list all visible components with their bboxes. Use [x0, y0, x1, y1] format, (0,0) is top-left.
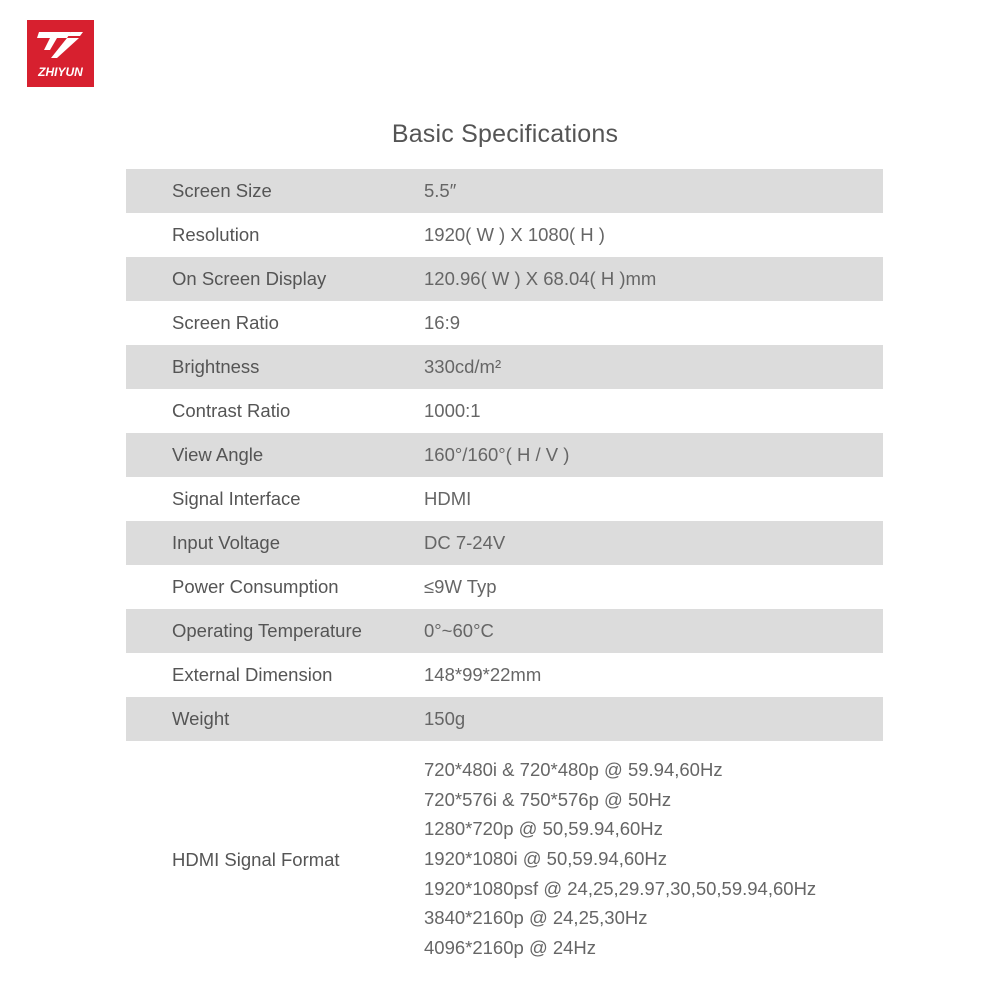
spec-value: 5.5″	[424, 180, 457, 201]
spec-label: Resolution	[172, 224, 260, 245]
spec-label: HDMI Signal Format	[172, 849, 340, 870]
spec-row-on-screen-display	[126, 257, 883, 301]
spec-value: 0°~60°C	[424, 620, 494, 641]
spec-label: Screen Size	[172, 180, 272, 201]
spec-row-input-voltage	[126, 521, 883, 565]
hdmi-format-item: 3840*2160p @ 24,25,30Hz	[424, 907, 648, 929]
hdmi-format-item: 1280*720p @ 50,59.94,60Hz	[424, 818, 663, 840]
spec-label: On Screen Display	[172, 268, 327, 289]
spec-value: 120.96( W ) X 68.04( H )mm	[424, 268, 657, 289]
spec-value: 160°/160°( H / V )	[424, 444, 570, 465]
spec-row-power-consumption	[126, 565, 883, 609]
hdmi-format-item: 1920*1080i @ 50,59.94,60Hz	[424, 848, 668, 870]
spec-label: Contrast Ratio	[172, 400, 291, 421]
zhiyun-logo	[27, 20, 94, 87]
spec-label: Power Consumption	[172, 576, 339, 597]
hdmi-format-item: 720*576i & 750*576p @ 50Hz	[424, 788, 672, 810]
spec-value: ≤9W Typ	[424, 576, 497, 597]
spec-value: 330cd/m²	[424, 356, 502, 377]
spec-label: View Angle	[172, 444, 264, 465]
spec-row-operating-temperature	[126, 609, 883, 653]
spec-row-weight	[126, 697, 883, 741]
spec-row-screen-ratio	[126, 301, 883, 345]
spec-label: Brightness	[172, 356, 260, 377]
page-title: Basic Specifications	[391, 120, 619, 148]
spec-label: Input Voltage	[172, 532, 281, 553]
spec-label: Weight	[172, 708, 230, 729]
spec-value: 1000:1	[424, 400, 481, 421]
spec-value: 148*99*22mm	[424, 664, 542, 685]
hdmi-format-item: 720*480i & 720*480p @ 59.94,60Hz	[424, 759, 723, 780]
spec-table	[126, 169, 883, 979]
spec-row-resolution	[126, 213, 883, 257]
spec-row-hdmi-signal-format	[126, 741, 883, 979]
spec-value: 16:9	[424, 312, 461, 333]
spec-label: Signal Interface	[172, 488, 301, 509]
spec-row-contrast-ratio	[126, 389, 883, 433]
spec-value: 150g	[424, 708, 466, 729]
spec-value: HDMI	[424, 488, 472, 509]
hdmi-format-list	[424, 755, 816, 963]
spec-row-view-angle	[126, 433, 883, 477]
spec-label: Screen Ratio	[172, 312, 279, 333]
brand-name: ZHIYUN	[38, 65, 83, 79]
spec-label: Operating Temperature	[172, 620, 362, 641]
spec-value: 1920( W ) X 1080( H )	[424, 224, 605, 245]
zhiyun-logo-icon	[27, 20, 94, 87]
hdmi-format-item: 1920*1080psf @ 24,25,29.97,30,50,59.94,60Hz	[424, 877, 817, 899]
spec-row-external-dimension	[126, 653, 883, 697]
spec-label: External Dimension	[172, 664, 333, 685]
spec-row-screen-size	[126, 169, 883, 213]
hdmi-format-item: 4096*2160p @ 24Hz	[424, 937, 597, 959]
spec-value: DC 7-24V	[424, 532, 506, 553]
spec-row-signal-interface	[126, 477, 883, 521]
spec-row-brightness	[126, 345, 883, 389]
